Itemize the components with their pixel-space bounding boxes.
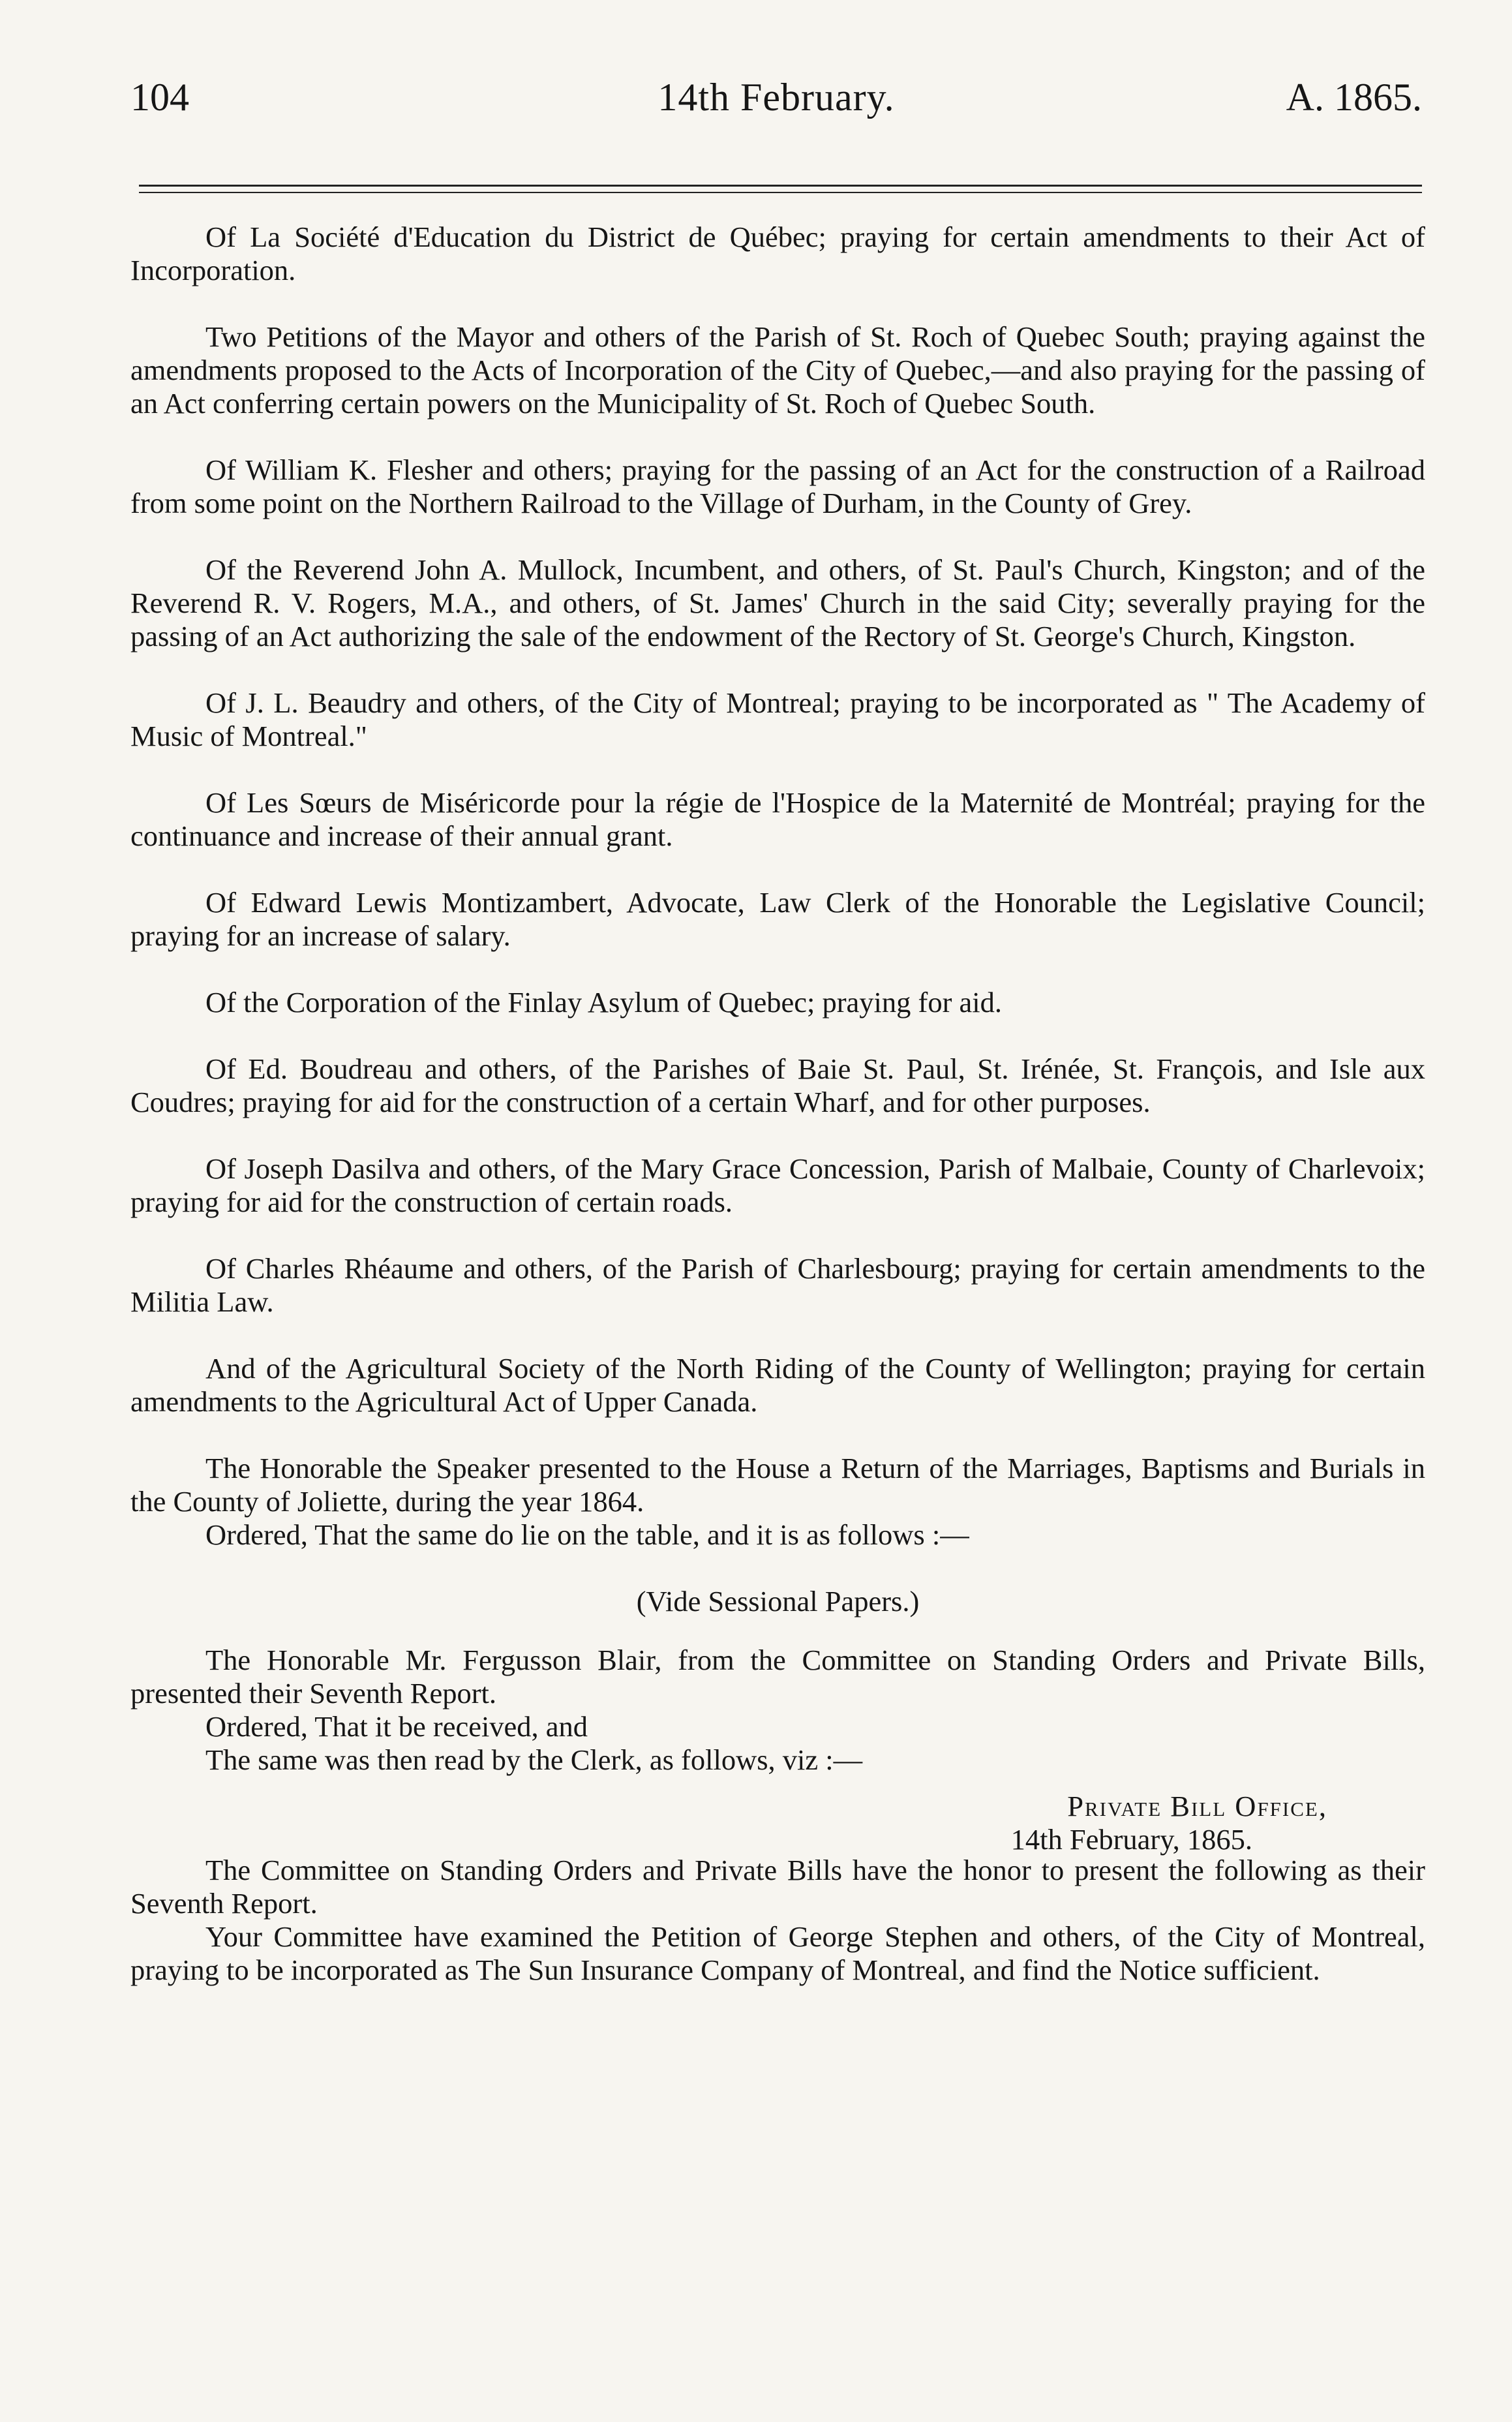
petition-text: Two Petitions of the Mayor and others of the Parish of St. Roch of Quebec South; praying against the amendments proposed to the Acts of Incorporation of the City of Quebec,—and also praying for the passing of an Act conferring certain powers on the Municipality of St. Roch of Quebec South. — [130, 320, 1433, 420]
header-rule-thick — [139, 185, 1422, 187]
petition-paragraph — [130, 453, 1433, 520]
petition-paragraph — [130, 1152, 1433, 1219]
return-paragraph — [130, 1452, 1433, 1518]
vide-text: (Vide Sessional Papers.) — [636, 1585, 920, 1617]
committee-ordered-text: Ordered, That it be received, and — [205, 1710, 588, 1743]
petition-text: Of William K. Flesher and others; praying for the passing of an Act for the construction of a Railroad from some point on the Northern Railroad to the Village of Durham, in the County of Grey. — [130, 453, 1433, 519]
report-paragraph-1 — [130, 1854, 1433, 1920]
petition-text: Of Charles Rhéaume and others, of the Parish of Charlesbourg; praying for certain amendments to the Militia Law. — [130, 1252, 1433, 1318]
petition-text: Of J. L. Beaudry and others, of the City of Montreal; praying to be incorporated as " The Academy of Music of Montreal." — [130, 686, 1433, 752]
petitions-list — [130, 221, 1433, 1418]
petition-text: Of Les Sœurs de Miséricorde pour la régie de l'Hospice de la Maternité de Montréal; praying for the continuance and increase of their annual grant. — [130, 786, 1433, 852]
petition-paragraph — [130, 553, 1433, 653]
petition-paragraph — [130, 1052, 1433, 1119]
petition-paragraph — [130, 686, 1433, 753]
signature-block — [130, 1790, 1425, 1856]
petition-paragraph — [130, 1252, 1433, 1319]
page-body — [130, 221, 1433, 1987]
petition-text: Of the Corporation of the Finlay Asylum of Quebec; praying for aid. — [205, 986, 1003, 1019]
header-year: A. 1865. — [1286, 76, 1422, 119]
petition-paragraph — [130, 221, 1433, 287]
committee-ordered — [130, 1710, 1425, 1743]
petition-text: Of Edward Lewis Montizambert, Advocate, Law Clerk of the Honorable the Legislative Council; praying for an increase of salary. — [130, 886, 1433, 952]
petition-paragraph — [130, 1352, 1433, 1418]
petition-paragraph — [130, 786, 1433, 853]
vide-sessional-papers — [130, 1585, 1425, 1618]
petition-paragraph — [130, 886, 1433, 953]
report-paragraph-1-text: The Committee on Standing Orders and Private Bills have the honor to present the following as their Seventh Report. — [130, 1854, 1433, 1920]
return-ordered-text: Ordered, That the same do lie on the table, and it is as follows :— — [205, 1518, 969, 1551]
return-ordered — [130, 1518, 1425, 1552]
report-paragraph-2 — [130, 1920, 1433, 1987]
header-rule-thin — [139, 192, 1422, 193]
page-number: 104 — [130, 76, 189, 119]
petition-paragraph — [130, 986, 1425, 1019]
report-paragraph-2-text: Your Committee have examined the Petition of George Stephen and others, of the City of Montreal, praying to be incorporated as The Sun Insurance Company of Montreal, and find the Notice sufficient. — [130, 1920, 1433, 1986]
signature-date: 14th February, 1865. — [1010, 1823, 1252, 1856]
committee-read-text: The same was then read by the Clerk, as follows, viz :— — [205, 1743, 863, 1776]
petition-text: And of the Agricultural Society of the North Riding of the County of Wellington; praying for certain amendments to the Agricultural Act of Upper Canada. — [130, 1352, 1433, 1418]
header-date: 14th February. — [658, 76, 895, 119]
petition-text: Of Joseph Dasilva and others, of the Mary Grace Concession, Parish of Malbaie, County of Charlevoix; praying for aid for the construction of certain roads. — [130, 1152, 1433, 1218]
page-header — [130, 75, 1422, 147]
petition-text: Of the Reverend John A. Mullock, Incumbent, and others, of St. Paul's Church, Kingston; and of the Reverend R. V. Rogers, M.A., and others, of St. James' Church in the said City; severally praying for the passing of an Act authorizing the sale of the endowment of the Rectory of St. George's Church, Kingston. — [130, 553, 1433, 652]
committee-paragraph-text: The Honorable Mr. Fergusson Blair, from the Committee on Standing Orders and Private Bills, presented their Seventh Report. — [130, 1644, 1433, 1709]
petition-text: Of Ed. Boudreau and others, of the Parishes of Baie St. Paul, St. Irénée, St. François, and Isle aux Coudres; praying for aid for the construction of a certain Wharf, and for other purposes. — [130, 1052, 1433, 1118]
committee-read — [130, 1743, 1425, 1777]
signature-office: Private Bill Office, — [1067, 1790, 1327, 1822]
committee-paragraph — [130, 1644, 1433, 1710]
petition-text: Of La Société d'Education du District de Québec; praying for certain amendments to their Act of Incorporation. — [130, 221, 1433, 286]
return-paragraph-text: The Honorable the Speaker presented to the House a Return of the Marriages, Baptisms and Burials in the County of Joliette, during the year 1864. — [130, 1452, 1433, 1518]
petition-paragraph — [130, 320, 1433, 420]
